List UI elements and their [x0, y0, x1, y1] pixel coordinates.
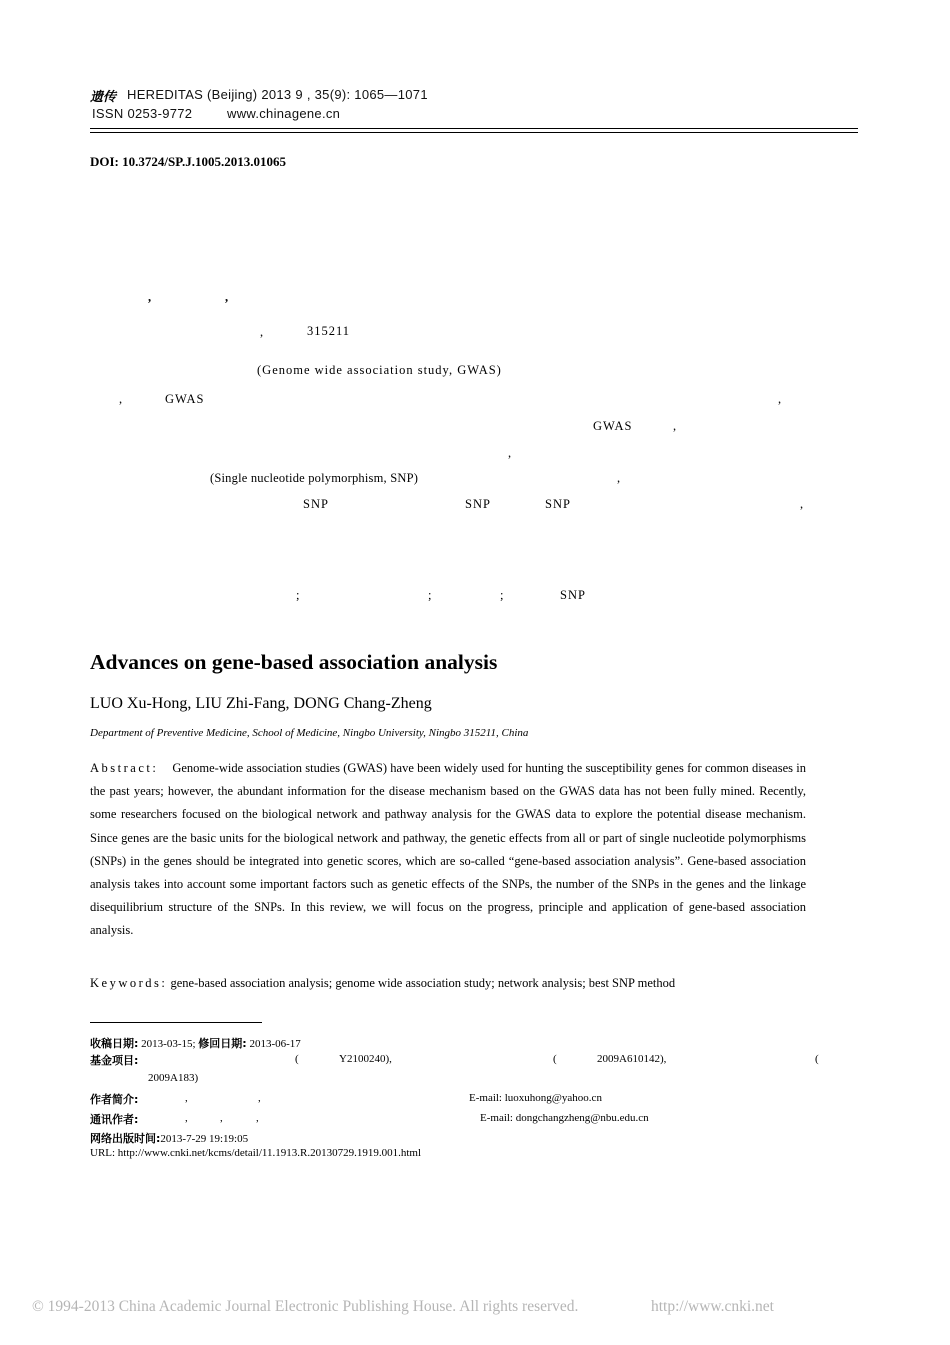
author-comma: ,	[258, 1092, 261, 1104]
author-email: E-mail: luoxuhong@yahoo.cn	[469, 1092, 602, 1104]
cn-keyword-separator: ;	[500, 588, 505, 602]
article-url[interactable]: URL: http://www.cnki.net/kcms/detail/11.1913.R.20130729.1919.001.html	[90, 1147, 421, 1159]
footnote-rule	[90, 1022, 262, 1023]
footnote-dates	[90, 1035, 301, 1051]
keywords	[90, 976, 675, 991]
corresponding-author-label: 通讯作者:	[90, 1113, 139, 1126]
journal-header-line: HEREDITAS (Beijing) 2013 9 , 35(9): 1065―1071	[127, 87, 428, 102]
author-comma: ,	[185, 1092, 188, 1104]
corr-comma: ,	[220, 1112, 223, 1124]
fund-paren: (	[815, 1053, 819, 1065]
corr-comma: ,	[256, 1112, 259, 1124]
doi: DOI: 10.3724/SP.J.1005.2013.01065	[90, 154, 286, 169]
journal-logo: 遗传	[90, 90, 117, 105]
corr-comma: ,	[185, 1112, 188, 1124]
abstract-text: Genome-wide association studies (GWAS) have been widely used for hunting the susceptibility genes for common diseases in the past years; however, the abundant information for the disease mechanism based on the GWAS data has not been fully mined. Recently, some researchers focused on the biological network and pathway analysis for the GWAS data to explore the potential disease mechanism. Since genes are the basic units for the biological network and pathway, the genetic effects from all or part of single nucleotide polymorphisms (SNPs) in the genes should be integrated into genetic scores, which are so-called “gene-based association analysis”. Gene-based association analysis takes into account some important factors such as genetic effects of the SNPs, the number of the SNPs in the genes and the linkage disequilibrium structure of the SNPs. In this review, we will focus on the progress, principle and application of gene-based association analysis.	[90, 761, 806, 938]
cn-author-comma-2: ,	[225, 290, 230, 304]
cn-comma: ,	[119, 392, 124, 406]
cn-gwas: GWAS	[593, 419, 633, 433]
header-rule-thick	[90, 128, 858, 129]
cn-comma: ,	[778, 392, 783, 406]
abstract-label: Abstract:	[90, 761, 159, 775]
cn-keyword-separator: ;	[296, 588, 301, 602]
header-rule-thin	[90, 132, 858, 133]
cn-snp: SNP	[545, 497, 571, 511]
cn-gwas: GWAS	[165, 392, 205, 406]
online-label: 网络出版时间:	[90, 1132, 161, 1145]
cn-keyword-snp: SNP	[560, 588, 586, 602]
corr-email: E-mail: dongchangzheng@nbu.edu.cn	[480, 1112, 649, 1124]
received-date: 2013-03-15;	[141, 1038, 196, 1050]
fund-paren: (	[553, 1053, 557, 1065]
cn-snp: SNP	[303, 497, 329, 511]
revised-date: 2013-06-17	[249, 1038, 301, 1050]
cn-affiliation-comma: ,	[260, 325, 265, 339]
keywords-label: Keywords:	[90, 976, 168, 990]
abstract	[90, 757, 806, 943]
paper-title: Advances on gene-based association analysis	[90, 650, 498, 674]
received-label: 收稿日期:	[90, 1037, 139, 1050]
fund-code: 2009A610142),	[597, 1053, 667, 1065]
fund-paren: (	[295, 1053, 299, 1065]
cn-comma: ,	[673, 419, 678, 433]
fund-code: Y2100240),	[339, 1053, 392, 1065]
cn-comma: ,	[617, 471, 622, 485]
paper-authors: LUO Xu-Hong, LIU Zhi-Fang, DONG Chang-Zheng	[90, 695, 432, 712]
revised-label: 修回日期:	[198, 1037, 247, 1050]
cn-snp-full: (Single nucleotide polymorphism, SNP)	[210, 471, 419, 485]
cn-gwas-full: (Genome wide association study, GWAS)	[257, 363, 502, 377]
cn-snp: SNP	[465, 497, 491, 511]
fund-code: 2009A183)	[148, 1072, 199, 1084]
cn-author-comma-1: ,	[148, 290, 153, 304]
issn: ISSN 0253-9772	[92, 106, 193, 121]
keywords-text: gene-based association analysis; genome wide association study; network analysis; best SNP method	[170, 976, 676, 990]
cn-comma: ,	[800, 497, 805, 511]
cn-postcode: 315211	[307, 324, 351, 338]
cn-comma: ,	[508, 446, 513, 460]
fund-label: 基金项目:	[90, 1054, 139, 1067]
copyright-notice: © 1994-2013 China Academic Journal Electronic Publishing House. All rights reserved.	[32, 1298, 579, 1315]
cnki-link[interactable]: http://www.cnki.net	[651, 1298, 774, 1315]
online-publish-time	[90, 1130, 248, 1146]
paper-affiliation: Department of Preventive Medicine, School of Medicine, Ningbo University, Ningbo 315211, China	[90, 727, 529, 739]
author-intro-label: 作者简介:	[90, 1093, 139, 1106]
journal-website: www.chinagene.cn	[227, 106, 341, 121]
cn-keyword-separator: ;	[428, 588, 433, 602]
online-time: 2013-7-29 19:19:05	[160, 1133, 249, 1145]
